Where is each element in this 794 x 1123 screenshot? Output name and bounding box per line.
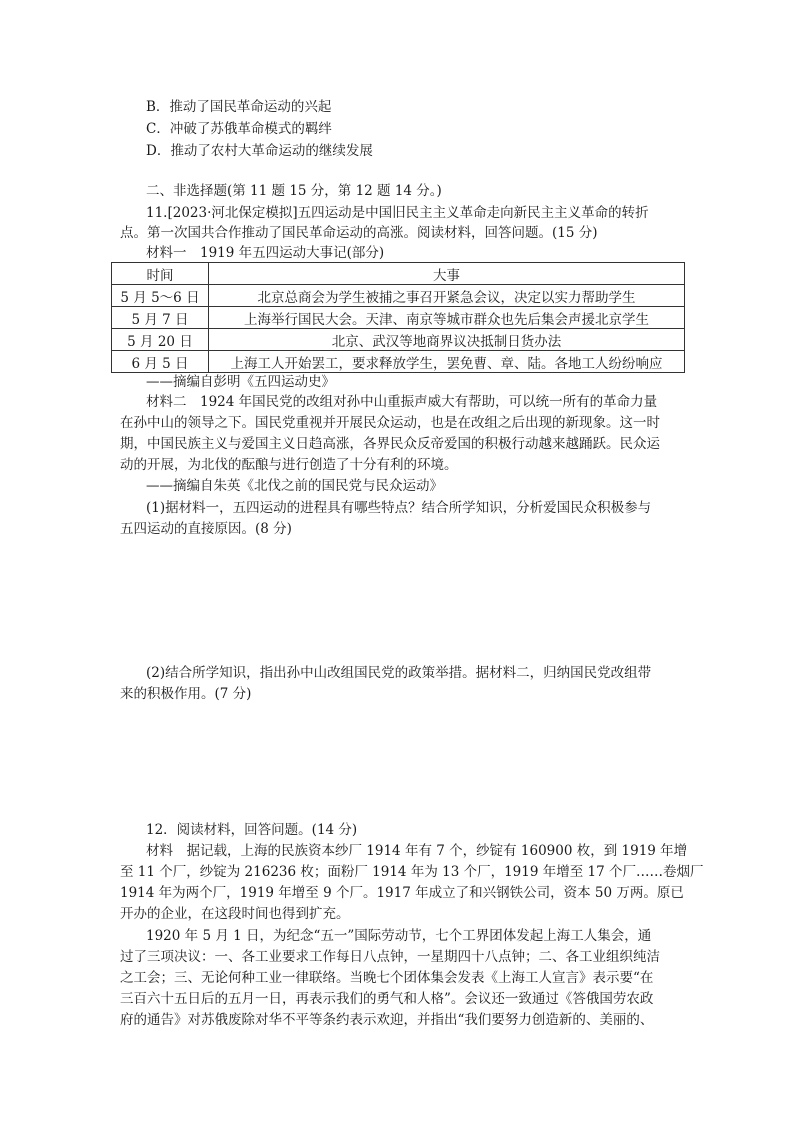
q12-material2-line-5: 府的通告》对苏俄废除对华不平等条约表示欢迎，并指出“我们要努力创造新的、美丽的、 bbox=[120, 1012, 654, 1028]
q12-material-line-2: 至 11 个厂，纱锭为 216236 枚；面粉厂 1914 年为 13 个厂，1919 年增至 17 个厂……卷烟厂 bbox=[120, 864, 704, 880]
sub-question-1-line-1: (1)据材料一，五四运动的进程具有哪些特点？结合所学知识，分析爱国民众积极参与 bbox=[146, 500, 652, 516]
q12-material-line-4: 开办的企业，在这段时间也得到扩充。 bbox=[120, 906, 350, 922]
q12-material-line-1: 材料 据记载，上海的民族资本纱厂 1914 年有 7 个，纱锭有 160900 枚，到 1919 年增 bbox=[146, 843, 688, 859]
q11-intro-line-2: 点。第一次国共合作推动了国民革命运动的高涨。阅读材料，回答问题。(15 分) bbox=[120, 225, 598, 241]
table-row bbox=[112, 307, 685, 329]
table-row bbox=[112, 329, 685, 351]
table-cell-event: 北京总商会为学生被捕之事召开紧急会议，决定以实力帮助学生 bbox=[209, 285, 685, 307]
option-b: B．推动了国民革命运动的兴起 bbox=[146, 99, 332, 115]
table-cell-time: 6 月 5 日 bbox=[112, 351, 209, 373]
q12-title: 12．阅读材料，回答问题。(14 分) bbox=[146, 822, 358, 838]
material2-line-4: 动的开展，为北伐的酝酿与进行创造了十分有利的环境。 bbox=[120, 457, 458, 473]
table-header-row bbox=[112, 263, 685, 285]
q11-intro-line-1: 11.[2023·河北保定模拟]五四运动是中国旧民主主义革命走向新民主主义革命的转折 bbox=[146, 205, 649, 221]
option-d: D．推动了农村大革命运动的继续发展 bbox=[146, 143, 373, 159]
table-cell-time: 5 月 5～6 日 bbox=[112, 285, 209, 307]
q12-material2-line-2: 过了三项决议：一、各工业要求工作每日八点钟，一星期四十八点钟；二、各工业组织纯洁 bbox=[120, 949, 660, 965]
source-1: ——摘编自彭明《五四运动史》 bbox=[146, 374, 335, 390]
table-row bbox=[112, 351, 685, 373]
table-cell-event: 上海工人开始罢工，要求释放学生，罢免曹、章、陆。各地工人纷纷响应 bbox=[209, 351, 685, 373]
table-header-event: 大事 bbox=[209, 263, 685, 285]
table-cell-time: 5 月 7 日 bbox=[112, 307, 209, 329]
answer-space-1[interactable] bbox=[120, 545, 686, 655]
material2-line-3: 期，中国民族主义与爱国主义日趋高涨，各界民众反帝爱国的积极行动越来越踊跃。民众运 bbox=[120, 436, 660, 452]
q12-material-line-3: 1914 年为两个厂，1919 年增至 9 个厂。1917 年成立了和兴钢铁公司，资本 50 万两。原已 bbox=[120, 885, 684, 901]
sub-question-2-line-2: 来的积极作用。(7 分) bbox=[120, 686, 252, 702]
material2-line-1: 材料二 1924 年国民党的改组对孙中山重振声威大有帮助，可以统一所有的革命力量 bbox=[146, 394, 658, 410]
sub-question-2-line-1: (2)结合所学知识，指出孙中山改组国民党的政策举措。据材料二，归纳国民党改组带 bbox=[146, 665, 652, 681]
table-header-time: 时间 bbox=[112, 263, 209, 285]
events-table bbox=[111, 262, 685, 373]
answer-space-2[interactable] bbox=[120, 710, 686, 810]
table-cell-event: 北京、武汉等地商界议决抵制日货办法 bbox=[209, 329, 685, 351]
sub-question-1-line-2: 五四运动的直接原因。(8 分) bbox=[120, 521, 292, 537]
q12-material2-line-4: 三百六十五日后的五月一日，再表示我们的勇气和人格”。会议还一致通过《答俄国劳农政 bbox=[120, 991, 654, 1007]
section-heading: 二、非选择题(第 11 题 15 分，第 12 题 14 分。) bbox=[146, 183, 442, 199]
q12-material2-line-1: 1920 年 5 月 1 日，为纪念“五一”国际劳动节，七个工界团体发起上海工人集会，通 bbox=[146, 928, 652, 944]
table-row bbox=[112, 285, 685, 307]
table-cell-time: 5 月 20 日 bbox=[112, 329, 209, 351]
source-2: ——摘编自朱英《北伐之前的国民党与民众运动》 bbox=[146, 478, 443, 494]
option-c: C．冲破了苏俄革命模式的羁绊 bbox=[146, 121, 332, 137]
table-cell-event: 上海举行国民大会。天津、南京等城市群众也先后集会声援北京学生 bbox=[209, 307, 685, 329]
q12-material2-line-3: 之工会；三、无论何种工业一律联络。当晚七个团体集会发表《上海工人宣言》表示要“在 bbox=[120, 970, 654, 986]
material2-line-2: 在孙中山的领导之下。国民党重视并开展民众运动，也是在改组之后出现的新现象。这一时 bbox=[120, 415, 660, 431]
material1-title: 材料一 1919 年五四运动大事记(部分) bbox=[146, 245, 385, 261]
